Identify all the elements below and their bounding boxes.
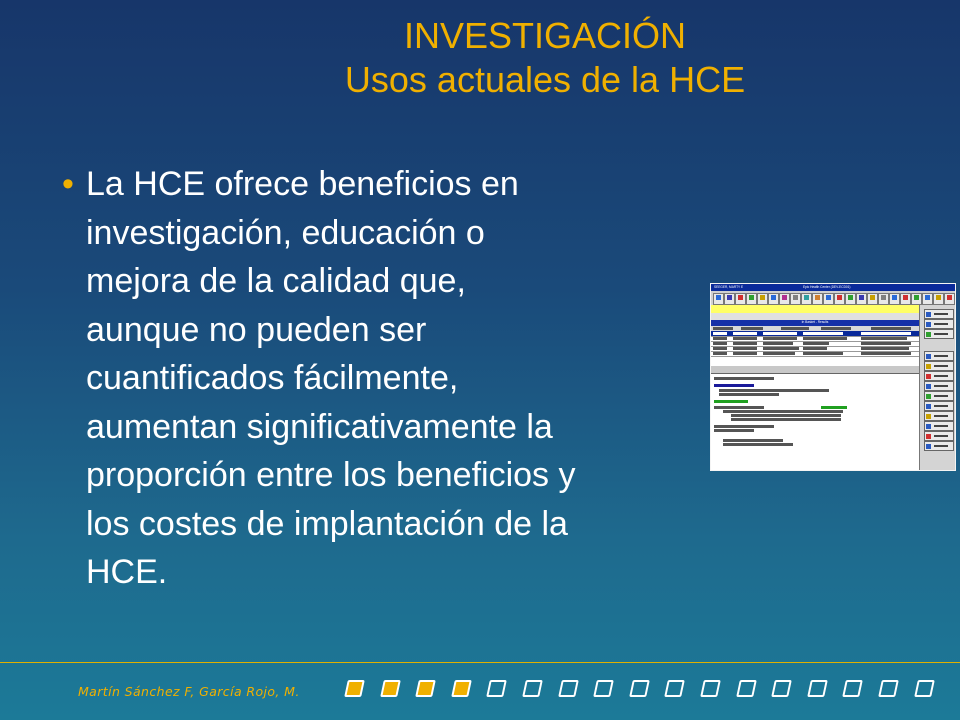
ehr-document-pane bbox=[711, 373, 919, 471]
author-credit: Martín Sánchez F, García Rojo, M. bbox=[78, 684, 300, 699]
bullet-line: HCE. bbox=[86, 553, 168, 591]
progress-box bbox=[700, 680, 721, 697]
progress-box bbox=[771, 680, 792, 697]
progress-box bbox=[843, 680, 864, 697]
slide-title bbox=[300, 14, 790, 102]
ehr-window-title: Epic Health Center (DEV-ECD01) bbox=[803, 285, 851, 289]
slide-progress-indicator bbox=[342, 680, 952, 704]
ehr-inbasket-header: In Basket - Results bbox=[711, 320, 919, 326]
progress-box bbox=[451, 680, 472, 697]
ehr-separator bbox=[711, 366, 919, 373]
bullet-text bbox=[86, 160, 716, 597]
progress-box bbox=[914, 680, 935, 697]
bullet-line: proporción entre los beneficios y bbox=[86, 456, 576, 494]
progress-box bbox=[629, 680, 650, 697]
progress-box bbox=[665, 680, 686, 697]
ehr-screenshot-image bbox=[710, 283, 956, 471]
progress-box bbox=[487, 680, 508, 697]
progress-box bbox=[878, 680, 899, 697]
title-line-2: Usos actuales de la HCE bbox=[344, 59, 746, 100]
bullet-line: mejora de la calidad que, bbox=[86, 262, 466, 300]
progress-box bbox=[344, 680, 365, 697]
bullet-dot-icon: • bbox=[62, 165, 74, 203]
ehr-results-grid bbox=[711, 326, 919, 366]
footer-divider bbox=[0, 662, 960, 663]
ehr-filter-strip bbox=[711, 313, 919, 320]
progress-box bbox=[736, 680, 757, 697]
ehr-patient-strip bbox=[711, 305, 919, 313]
ehr-side-panel bbox=[919, 305, 956, 470]
bullet-line: cuantificados fácilmente, bbox=[86, 359, 459, 397]
bullet-line: aunque no pueden ser bbox=[86, 310, 427, 349]
ehr-titlebar bbox=[711, 284, 955, 291]
bullet-line: investigación, educación o bbox=[86, 213, 485, 252]
progress-box bbox=[415, 680, 436, 697]
title-line-1: INVESTIGACIÓN bbox=[403, 15, 687, 56]
bullet-line: aumentan significativamente la bbox=[86, 407, 553, 446]
progress-box bbox=[558, 680, 579, 697]
progress-box bbox=[593, 680, 614, 697]
progress-box bbox=[522, 680, 543, 697]
progress-box bbox=[807, 680, 828, 697]
ehr-user-label: SEEGER, MARTY E bbox=[714, 285, 744, 289]
progress-box bbox=[380, 680, 401, 697]
bullet-line: los costes de implantación de la bbox=[86, 504, 568, 543]
ehr-toolbar bbox=[711, 291, 955, 305]
bullet-line: La HCE ofrece beneficios en bbox=[86, 165, 519, 203]
